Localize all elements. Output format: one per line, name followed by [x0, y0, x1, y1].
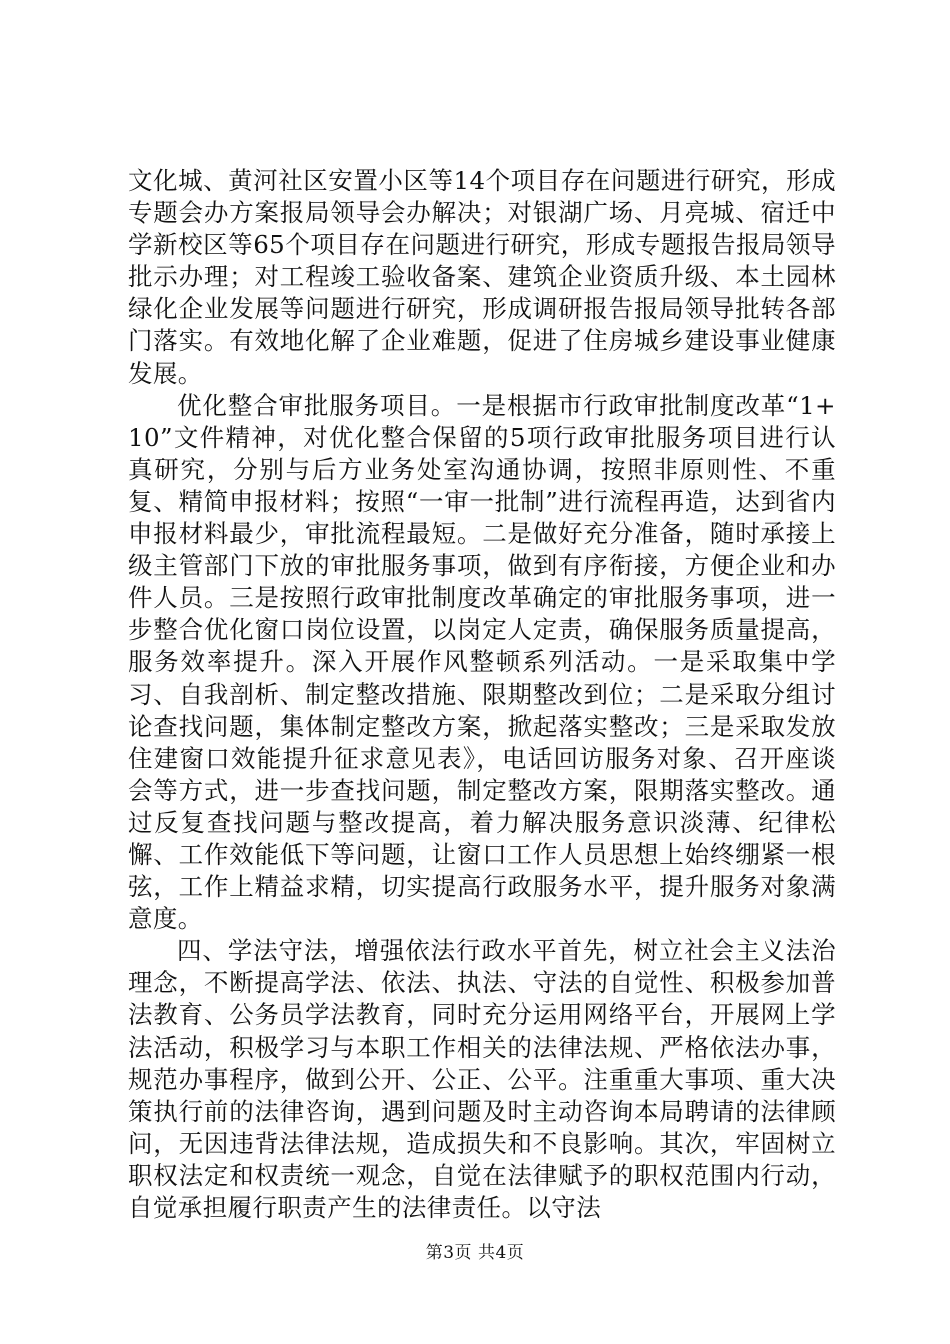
paragraph-2: 优化整合审批服务项目。一是根据市行政审批制度改革“1+10”文件精神，对优化整合保留的5项行政审批服务项目进行认真研究，分别与后方业务处室沟通协调，按照非原则性、不重复、精简申报材料；按照“一审一批制”进行流程再造，达到省内申报材料最少，审批流程最短。二是做好充分准备，随时承接上级主管部门下放的审批服务事项，做到有序衔接，方便企业和办件人员。三是按照行政审批制度改革确定的审批服务事项，进一步整合优化窗口岗位设置，以岗定人定责，确保服务质量提高，服务效率提升。深入开展作风整顿系列活动。一是采取集中学习、自我剖析、制定整改措施、限期整改到位；二是采取分组讨论查找问题，集体制定整改方案，掀起落实整改；三是采取发放住建窗口效能提升征求意见表》，电话回访服务对象、召开座谈会等方式，进一步查找问题，制定整改方案，限期落实整改。通过反复查找问题与整改提高，着力解决服务意识淡薄、纪律松懈、工作效能低下等问题，让窗口工作人员思想上始终绷紧一根弦，工作上精益求精，切实提高行政服务水平，提升服务对象满意度。 [128, 390, 836, 934]
paragraph-1: 文化城、黄河社区安置小区等14个项目存在问题进行研究，形成专题会办方案报局领导会办解决；对银湖广场、月亮城、宿迁中学新校区等65个项目存在问题进行研究，形成专题报告报局领导批示办理；对工程竣工验收备案、建筑企业资质升级、本土园林绿化企业发展等问题进行研究，形成调研报告报局领导批转各部门落实。有效地化解了企业难题，促进了住房城乡建设事业健康发展。 [128, 166, 836, 388]
document-body [128, 165, 836, 1224]
paragraph-3: 四、学法守法，增强依法行政水平首先，树立社会主义法治理念，不断提高学法、依法、执法、守法的自觉性、积极参加普法教育、公务员学法教育，同时充分运用网络平台，开展网上学法活动，积极学习与本职工作相关的法律法规、严格依法办事，规范办事程序，做到公开、公正、公平。注重重大事项、重大决策执行前的法律咨询，遇到问题及时主动咨询本局聘请的法律顾问，无因违背法律法规，造成损失和不良影响。其次，牢固树立职权法定和权责统一观念，自觉在法律赋予的职权范围内行动，自觉承担履行职责产生的法律责任。以守法 [128, 936, 836, 1222]
page-footer: 第3页 共4页 [425, 1243, 525, 1263]
